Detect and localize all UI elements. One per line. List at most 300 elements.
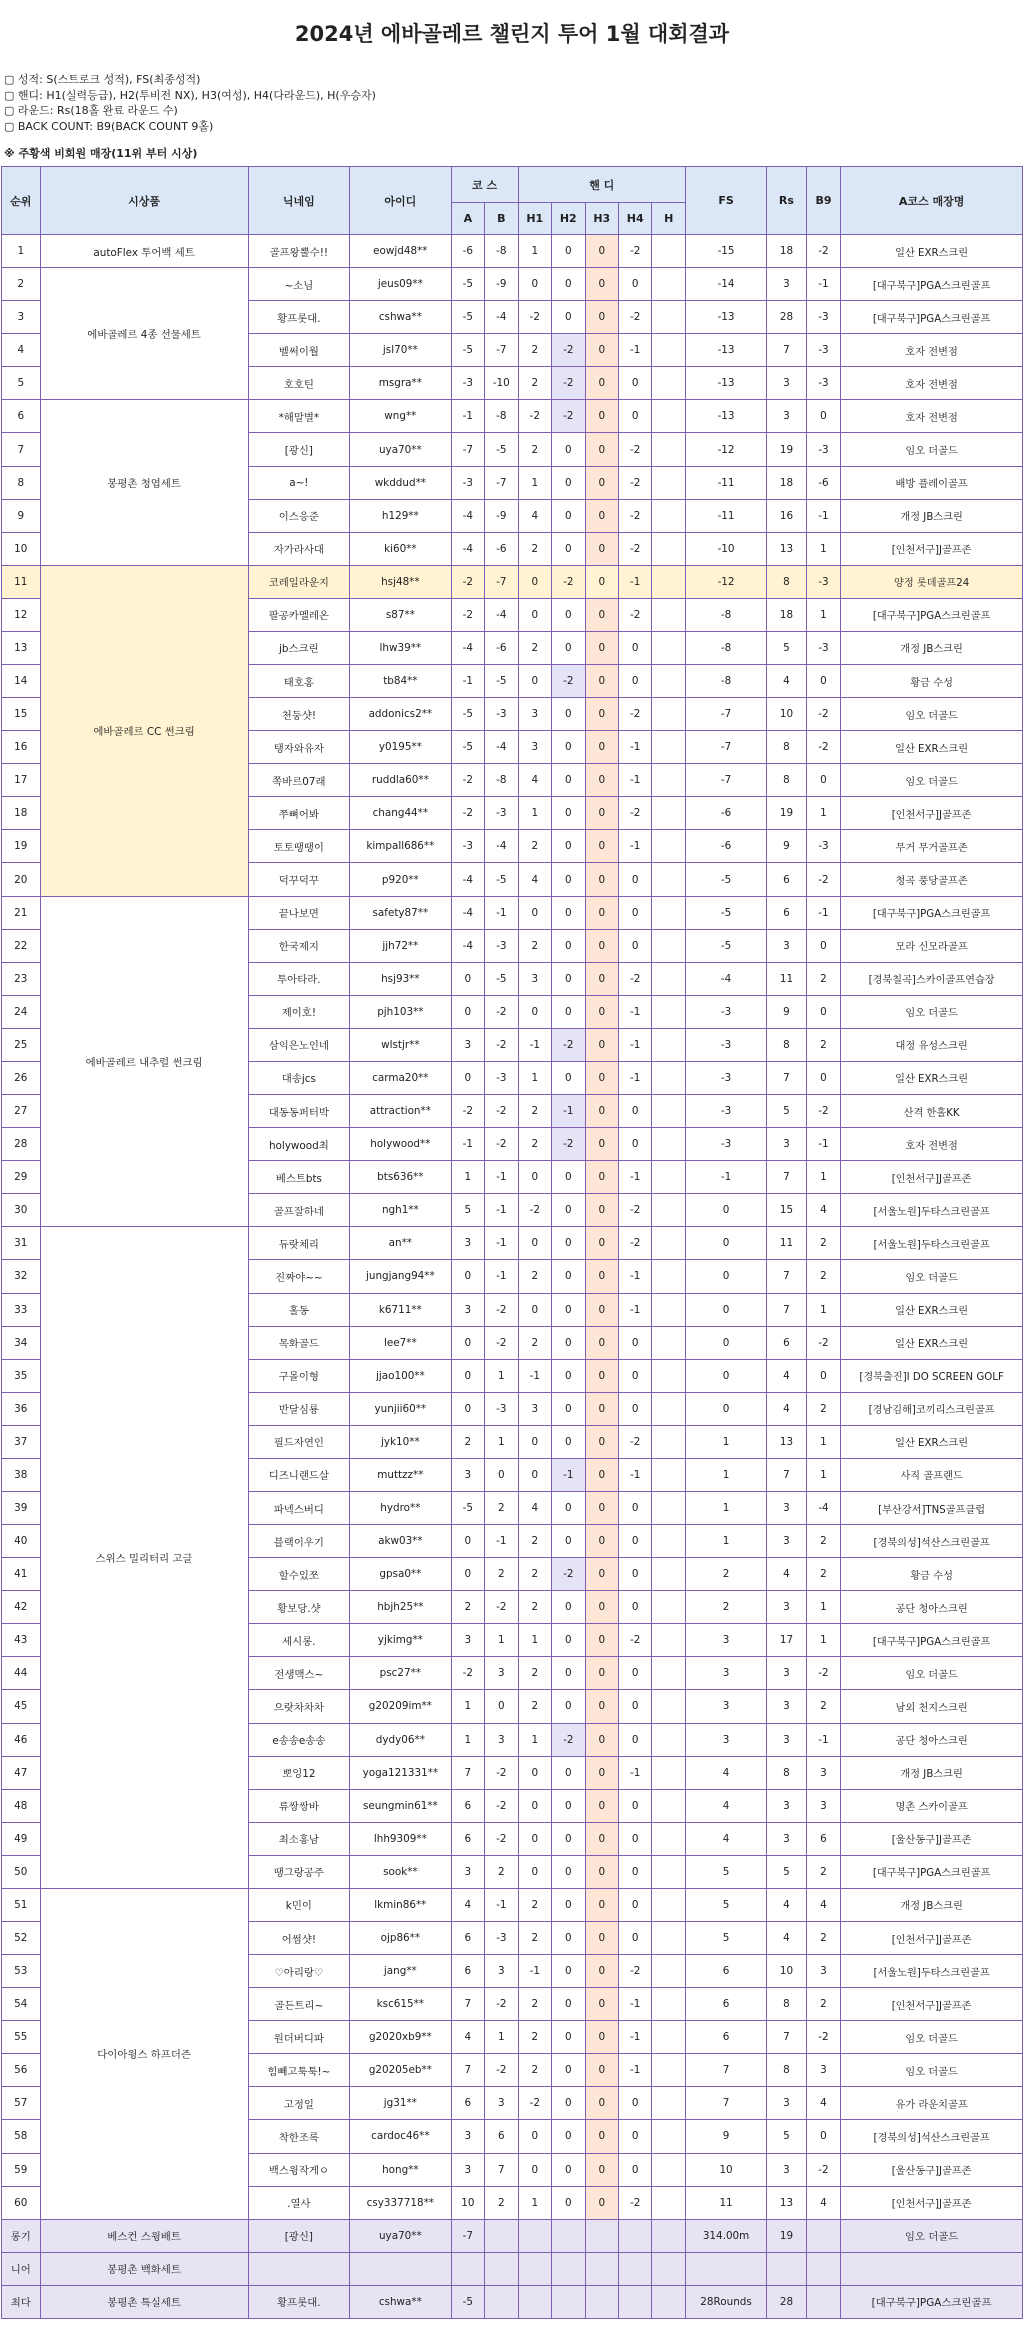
cell-store: 임오 더골드 bbox=[841, 1657, 1023, 1690]
cell-rank: 37 bbox=[2, 1425, 41, 1458]
cell-store: 일산 EXR스크린 bbox=[841, 1293, 1023, 1326]
cell-h3: 0 bbox=[585, 665, 618, 698]
cell-h3: 0 bbox=[585, 1921, 618, 1954]
cell-store: 임오 더골드 bbox=[841, 2054, 1023, 2087]
cell-rs: 6 bbox=[767, 1326, 807, 1359]
cell-h3: 0 bbox=[585, 631, 618, 664]
cell-h2: -1 bbox=[552, 1458, 585, 1491]
cell-course-a: 3 bbox=[451, 1028, 484, 1061]
cell-course-a: -2 bbox=[451, 764, 484, 797]
cell-fs: 6 bbox=[685, 2021, 766, 2054]
cell-b9: -2 bbox=[806, 235, 841, 268]
cell-store: 호자 전변점 bbox=[841, 334, 1023, 367]
cell-course-a: 0 bbox=[451, 1392, 484, 1425]
cell-id: wlstjr** bbox=[350, 1028, 451, 1061]
cell-course-b: 2 bbox=[485, 1855, 518, 1888]
cell-rs: 18 bbox=[767, 466, 807, 499]
cell-nickname: 쪽바르07래 bbox=[248, 764, 349, 797]
cell-h1: 2 bbox=[518, 532, 551, 565]
special-award-row bbox=[2, 2285, 1023, 2318]
cell-course-a: 0 bbox=[451, 995, 484, 1028]
header-course-b: B bbox=[485, 203, 518, 235]
cell-b9: -1 bbox=[806, 268, 841, 301]
cell-course-a: -2 bbox=[451, 565, 484, 598]
cell-h1: 1 bbox=[518, 2186, 551, 2219]
cell-store: [대구북구]PGA스크린골프 bbox=[841, 598, 1023, 631]
cell-b9: -2 bbox=[806, 1657, 841, 1690]
cell-course-b: 3 bbox=[485, 1657, 518, 1690]
page-title: 2024년 에바골레르 챌린지 투어 1월 대회결과 bbox=[294, 22, 730, 46]
cell-h4: -1 bbox=[619, 1458, 652, 1491]
cell-rs: 8 bbox=[767, 1988, 807, 2021]
cell-h4: -1 bbox=[619, 764, 652, 797]
cell-rank: 33 bbox=[2, 1293, 41, 1326]
cell-rank: 26 bbox=[2, 1061, 41, 1094]
cell-b9: 2 bbox=[806, 1988, 841, 2021]
cell-course-a: -4 bbox=[451, 896, 484, 929]
cell-course-b: -3 bbox=[485, 1061, 518, 1094]
cell-h3: 0 bbox=[585, 1525, 618, 1558]
cell-course-b: -1 bbox=[485, 1525, 518, 1558]
cell-course-b: -2 bbox=[485, 1822, 518, 1855]
cell-nickname: 으랏차차차 bbox=[248, 1690, 349, 1723]
cell-nickname: 홀동 bbox=[248, 1293, 349, 1326]
cell-b9: 1 bbox=[806, 1425, 841, 1458]
cell-b9: 1 bbox=[806, 1624, 841, 1657]
cell-h1: 3 bbox=[518, 731, 551, 764]
cell-course-b: -2 bbox=[485, 1756, 518, 1789]
cell-h1: 0 bbox=[518, 268, 551, 301]
cell-h bbox=[652, 929, 685, 962]
cell-nickname bbox=[248, 2252, 349, 2285]
cell-nickname: 골프왕뿔수!! bbox=[248, 235, 349, 268]
header-h1: H1 bbox=[518, 203, 551, 235]
cell-empty bbox=[518, 2219, 551, 2252]
cell-fs: -15 bbox=[685, 235, 766, 268]
cell-fs: -7 bbox=[685, 731, 766, 764]
header-h4: H4 bbox=[619, 203, 652, 235]
header-prize: 시상품 bbox=[40, 167, 248, 235]
cell-course-a: 3 bbox=[451, 1855, 484, 1888]
cell-id: k6711** bbox=[350, 1293, 451, 1326]
cell-h3: 0 bbox=[585, 1822, 618, 1855]
cell-rank: 14 bbox=[2, 665, 41, 698]
cell-id: holywood** bbox=[350, 1128, 451, 1161]
cell-id: jyk10** bbox=[350, 1425, 451, 1458]
cell-h2: 0 bbox=[552, 896, 585, 929]
header-nickname: 닉네임 bbox=[248, 167, 349, 235]
cell-id: jeus09** bbox=[350, 268, 451, 301]
cell-course-a: 2 bbox=[451, 1425, 484, 1458]
cell-h2: -2 bbox=[552, 367, 585, 400]
cell-id: hong** bbox=[350, 2153, 451, 2186]
cell-fs: 7 bbox=[685, 2054, 766, 2087]
cell-fs: -4 bbox=[685, 962, 766, 995]
cell-h1: 4 bbox=[518, 764, 551, 797]
cell-course-b: 0 bbox=[485, 1690, 518, 1723]
cell-course-a: -5 bbox=[451, 268, 484, 301]
cell-h1: 1 bbox=[518, 1624, 551, 1657]
cell-rank: 46 bbox=[2, 1723, 41, 1756]
header-rank: 순위 bbox=[2, 167, 41, 235]
cell-h3: 0 bbox=[585, 499, 618, 532]
cell-prize: 에바골레르 내추럴 썬크림 bbox=[40, 896, 248, 1227]
cell-course-a: -1 bbox=[451, 665, 484, 698]
cell-h3: 0 bbox=[585, 962, 618, 995]
cell-h4: 0 bbox=[619, 631, 652, 664]
cell-fs: -3 bbox=[685, 995, 766, 1028]
cell-id: jsl70** bbox=[350, 334, 451, 367]
cell-store: 개정 JB스크린 bbox=[841, 1756, 1023, 1789]
cell-rank: 2 bbox=[2, 268, 41, 301]
cell-prize: 봉평촌 청엽세트 bbox=[40, 400, 248, 565]
cell-fs: 5 bbox=[685, 1855, 766, 1888]
cell-h4: -1 bbox=[619, 2021, 652, 2054]
cell-rs: 5 bbox=[767, 1095, 807, 1128]
cell-h1: 2 bbox=[518, 1888, 551, 1921]
cell-id: cardoc46** bbox=[350, 2120, 451, 2153]
cell-course-a: 0 bbox=[451, 1326, 484, 1359]
cell-h3: 0 bbox=[585, 929, 618, 962]
cell-course-a bbox=[451, 2252, 484, 2285]
cell-course-a: 7 bbox=[451, 1988, 484, 2021]
cell-h3: 0 bbox=[585, 1690, 618, 1723]
legend-notes bbox=[0, 52, 1024, 166]
cell-store: 개정 JB스크린 bbox=[841, 631, 1023, 664]
cell-rs: 3 bbox=[767, 367, 807, 400]
cell-h3: 0 bbox=[585, 1988, 618, 2021]
cell-fs: -10 bbox=[685, 532, 766, 565]
cell-course-b: -1 bbox=[485, 1260, 518, 1293]
cell-id: jungjang94** bbox=[350, 1260, 451, 1293]
cell-course-a: -6 bbox=[451, 235, 484, 268]
cell-id: s87** bbox=[350, 598, 451, 631]
cell-course-a: -2 bbox=[451, 598, 484, 631]
cell-h3: 0 bbox=[585, 1855, 618, 1888]
cell-h4: -2 bbox=[619, 698, 652, 731]
cell-b9: 2 bbox=[806, 1028, 841, 1061]
cell-rs: 6 bbox=[767, 896, 807, 929]
cell-rank: 36 bbox=[2, 1392, 41, 1425]
cell-nickname: 골든트리~ bbox=[248, 1988, 349, 2021]
cell-store: [인천서구]J골프존 bbox=[841, 1988, 1023, 2021]
cell-h1: 3 bbox=[518, 698, 551, 731]
cell-empty bbox=[619, 2252, 652, 2285]
cell-h bbox=[652, 1194, 685, 1227]
cell-b9 bbox=[806, 2219, 841, 2252]
cell-h bbox=[652, 1888, 685, 1921]
cell-id: g20209im** bbox=[350, 1690, 451, 1723]
cell-rank: 11 bbox=[2, 565, 41, 598]
cell-h3: 0 bbox=[585, 1756, 618, 1789]
cell-course-b: -4 bbox=[485, 731, 518, 764]
cell-nickname: k민이 bbox=[248, 1888, 349, 1921]
cell-b9: -1 bbox=[806, 1128, 841, 1161]
cell-course-a: 0 bbox=[451, 1061, 484, 1094]
cell-course-a: 1 bbox=[451, 1690, 484, 1723]
cell-course-b: -1 bbox=[485, 1161, 518, 1194]
cell-h2: 0 bbox=[552, 1194, 585, 1227]
cell-store: 명촌 스카이골프 bbox=[841, 1789, 1023, 1822]
cell-h3: 0 bbox=[585, 764, 618, 797]
cell-empty bbox=[485, 2219, 518, 2252]
cell-course-b: -4 bbox=[485, 301, 518, 334]
cell-h bbox=[652, 1723, 685, 1756]
cell-h3: 0 bbox=[585, 797, 618, 830]
cell-rank: 29 bbox=[2, 1161, 41, 1194]
header-fs: FS bbox=[685, 167, 766, 235]
cell-course-a: -4 bbox=[451, 929, 484, 962]
cell-rs: 8 bbox=[767, 2054, 807, 2087]
cell-course-b: -5 bbox=[485, 665, 518, 698]
cell-h1: 2 bbox=[518, 1326, 551, 1359]
cell-course-b: -8 bbox=[485, 764, 518, 797]
cell-rank: 57 bbox=[2, 2087, 41, 2120]
cell-rank: 54 bbox=[2, 1988, 41, 2021]
cell-nickname: 덕꾸덕꾸 bbox=[248, 863, 349, 896]
cell-fs: -13 bbox=[685, 400, 766, 433]
cell-id: dydy06** bbox=[350, 1723, 451, 1756]
cell-rank: 47 bbox=[2, 1756, 41, 1789]
cell-b9: 2 bbox=[806, 1558, 841, 1591]
cell-course-a: 2 bbox=[451, 1591, 484, 1624]
cell-h bbox=[652, 565, 685, 598]
cell-b9: 4 bbox=[806, 1888, 841, 1921]
cell-course-b: 6 bbox=[485, 2120, 518, 2153]
cell-fs: 0 bbox=[685, 1359, 766, 1392]
cell-rank: 59 bbox=[2, 2153, 41, 2186]
cell-h bbox=[652, 2087, 685, 2120]
cell-h3: 0 bbox=[585, 1491, 618, 1524]
cell-b9: -6 bbox=[806, 466, 841, 499]
cell-b9: -2 bbox=[806, 2021, 841, 2054]
cell-h2: 0 bbox=[552, 1690, 585, 1723]
cell-store: [대구북구]PGA스크린골프 bbox=[841, 268, 1023, 301]
cell-course-a: 0 bbox=[451, 962, 484, 995]
cell-empty bbox=[652, 2252, 685, 2285]
cell-h4: 0 bbox=[619, 400, 652, 433]
cell-id: ruddla60** bbox=[350, 764, 451, 797]
cell-h bbox=[652, 1988, 685, 2021]
cell-h4: -2 bbox=[619, 2186, 652, 2219]
cell-nickname: 디즈니랜드살 bbox=[248, 1458, 349, 1491]
cell-rank: 17 bbox=[2, 764, 41, 797]
cell-empty bbox=[518, 2285, 551, 2318]
cell-nickname: 듀랏체리 bbox=[248, 1227, 349, 1260]
cell-h1: 0 bbox=[518, 665, 551, 698]
cell-rank: 31 bbox=[2, 1227, 41, 1260]
cell-b9: -3 bbox=[806, 631, 841, 664]
cell-h bbox=[652, 1260, 685, 1293]
cell-store: 개정 JB스크린 bbox=[841, 499, 1023, 532]
cell-store: 개정 JB스크린 bbox=[841, 1888, 1023, 1921]
header-course: 코 스 bbox=[451, 167, 518, 203]
cell-nickname: 황보당.샷 bbox=[248, 1591, 349, 1624]
cell-rs: 19 bbox=[767, 433, 807, 466]
cell-fs: -8 bbox=[685, 598, 766, 631]
cell-empty bbox=[652, 2285, 685, 2318]
cell-rs: 10 bbox=[767, 1955, 807, 1988]
cell-rank: 51 bbox=[2, 1888, 41, 1921]
cell-nickname: 대동동퍼터박 bbox=[248, 1095, 349, 1128]
cell-rs: 3 bbox=[767, 1657, 807, 1690]
header-course-a: A bbox=[451, 203, 484, 235]
table-row bbox=[2, 1227, 1023, 1260]
cell-h bbox=[652, 1161, 685, 1194]
cell-course-b: -9 bbox=[485, 268, 518, 301]
cell-h bbox=[652, 1491, 685, 1524]
cell-h bbox=[652, 698, 685, 731]
cell-nickname: 벨써이월 bbox=[248, 334, 349, 367]
cell-nickname: 황프롯대. bbox=[248, 2285, 349, 2318]
cell-h bbox=[652, 1227, 685, 1260]
cell-fs: 5 bbox=[685, 1921, 766, 1954]
cell-fs: -6 bbox=[685, 797, 766, 830]
cell-h2: 0 bbox=[552, 1293, 585, 1326]
cell-course-a: 7 bbox=[451, 1756, 484, 1789]
cell-rs: 11 bbox=[767, 1227, 807, 1260]
cell-store: 무거 무거골프존 bbox=[841, 830, 1023, 863]
cell-course-a: 0 bbox=[451, 1525, 484, 1558]
cell-fs: 0 bbox=[685, 1326, 766, 1359]
cell-h1: 2 bbox=[518, 1690, 551, 1723]
cell-rs: 5 bbox=[767, 631, 807, 664]
cell-h bbox=[652, 466, 685, 499]
cell-empty bbox=[552, 2252, 585, 2285]
cell-h2: 0 bbox=[552, 1822, 585, 1855]
cell-b9: 2 bbox=[806, 1921, 841, 1954]
cell-h bbox=[652, 962, 685, 995]
cell-rank: 12 bbox=[2, 598, 41, 631]
cell-rank: 41 bbox=[2, 1558, 41, 1591]
cell-b9: -3 bbox=[806, 334, 841, 367]
cell-rs: 6 bbox=[767, 863, 807, 896]
cell-h4: 0 bbox=[619, 1921, 652, 1954]
cell-rs: 13 bbox=[767, 1425, 807, 1458]
cell-h2: 0 bbox=[552, 1359, 585, 1392]
results-body bbox=[2, 235, 1023, 2319]
cell-b9: -2 bbox=[806, 2153, 841, 2186]
nonmember-highlight-note: ※ 주황색 비회원 매장(11위 부터 시상) bbox=[4, 147, 198, 161]
cell-h4: 0 bbox=[619, 1855, 652, 1888]
cell-course-b: 7 bbox=[485, 2153, 518, 2186]
cell-h2: 0 bbox=[552, 1392, 585, 1425]
cell-course-a: -3 bbox=[451, 367, 484, 400]
cell-h bbox=[652, 268, 685, 301]
cell-h1: 0 bbox=[518, 1855, 551, 1888]
cell-rank: 4 bbox=[2, 334, 41, 367]
cell-fs: 5 bbox=[685, 1888, 766, 1921]
cell-h2: -2 bbox=[552, 1028, 585, 1061]
cell-id: gpsa0** bbox=[350, 1558, 451, 1591]
cell-h3: 0 bbox=[585, 863, 618, 896]
cell-h1: -2 bbox=[518, 1194, 551, 1227]
cell-h bbox=[652, 400, 685, 433]
cell-store: 임오 더골드 bbox=[841, 764, 1023, 797]
cell-rs: 18 bbox=[767, 598, 807, 631]
cell-fs: 4 bbox=[685, 1789, 766, 1822]
cell-id: ki60** bbox=[350, 532, 451, 565]
cell-rank: 16 bbox=[2, 731, 41, 764]
cell-h2: 0 bbox=[552, 797, 585, 830]
cell-b9: -2 bbox=[806, 698, 841, 731]
cell-course-b: -2 bbox=[485, 2054, 518, 2087]
cell-h3: 0 bbox=[585, 2054, 618, 2087]
cell-id: uya70** bbox=[350, 2219, 451, 2252]
cell-fs: 2 bbox=[685, 1558, 766, 1591]
cell-course-a: 0 bbox=[451, 1260, 484, 1293]
cell-h1: 2 bbox=[518, 433, 551, 466]
cell-rank: 49 bbox=[2, 1822, 41, 1855]
cell-empty bbox=[619, 2219, 652, 2252]
cell-h2: -1 bbox=[552, 1095, 585, 1128]
header-id: 아이디 bbox=[350, 167, 451, 235]
cell-rank: 32 bbox=[2, 1260, 41, 1293]
cell-h1: 2 bbox=[518, 2021, 551, 2054]
cell-fs: -7 bbox=[685, 764, 766, 797]
cell-h4: 0 bbox=[619, 1822, 652, 1855]
cell-h2: 0 bbox=[552, 995, 585, 1028]
cell-nickname: 끝나보면 bbox=[248, 896, 349, 929]
cell-id: hydro** bbox=[350, 1491, 451, 1524]
cell-store: [대구북구]PGA스크린골프 bbox=[841, 896, 1023, 929]
cell-nickname: 삼익은노인네 bbox=[248, 1028, 349, 1061]
cell-h1: 2 bbox=[518, 1657, 551, 1690]
cell-h2: 0 bbox=[552, 1789, 585, 1822]
cell-rs: 13 bbox=[767, 532, 807, 565]
cell-rs: 8 bbox=[767, 764, 807, 797]
cell-nickname: 천둥샷! bbox=[248, 698, 349, 731]
cell-store: 공단 청아스크린 bbox=[841, 1723, 1023, 1756]
cell-h bbox=[652, 764, 685, 797]
cell-rank: 9 bbox=[2, 499, 41, 532]
cell-h1: -1 bbox=[518, 1028, 551, 1061]
cell-nickname: 황프롯대. bbox=[248, 301, 349, 334]
cell-h1: 2 bbox=[518, 1988, 551, 2021]
cell-nickname: holywood최 bbox=[248, 1128, 349, 1161]
cell-id: chang44** bbox=[350, 797, 451, 830]
cell-prize: 스위스 밀리터리 고글 bbox=[40, 1227, 248, 1889]
cell-empty bbox=[485, 2285, 518, 2318]
cell-fs: 1 bbox=[685, 1525, 766, 1558]
cell-fs: -7 bbox=[685, 698, 766, 731]
cell-id: muttzz** bbox=[350, 1458, 451, 1491]
cell-b9: 2 bbox=[806, 962, 841, 995]
cell-rs: 7 bbox=[767, 334, 807, 367]
cell-rank: 44 bbox=[2, 1657, 41, 1690]
cell-h bbox=[652, 2021, 685, 2054]
cell-course-b: -1 bbox=[485, 1888, 518, 1921]
cell-h bbox=[652, 1657, 685, 1690]
cell-id: yunjii60** bbox=[350, 1392, 451, 1425]
cell-store: [경북출진]I DO SCREEN GOLF bbox=[841, 1359, 1023, 1392]
cell-h3: 0 bbox=[585, 731, 618, 764]
cell-empty bbox=[518, 2252, 551, 2285]
cell-h2: 0 bbox=[552, 301, 585, 334]
cell-nickname: ♡아리랑♡ bbox=[248, 1955, 349, 1988]
cell-h2: 0 bbox=[552, 1227, 585, 1260]
cell-empty bbox=[552, 2219, 585, 2252]
cell-h1: 2 bbox=[518, 1921, 551, 1954]
cell-h1: 0 bbox=[518, 1227, 551, 1260]
cell-store: 대정 유성스크린 bbox=[841, 1028, 1023, 1061]
cell-h4: 0 bbox=[619, 1326, 652, 1359]
cell-store: [대구북구]PGA스크린골프 bbox=[841, 2285, 1023, 2318]
cell-h bbox=[652, 2054, 685, 2087]
cell-h4: -2 bbox=[619, 532, 652, 565]
cell-h2: 0 bbox=[552, 235, 585, 268]
cell-rs: 8 bbox=[767, 1756, 807, 1789]
